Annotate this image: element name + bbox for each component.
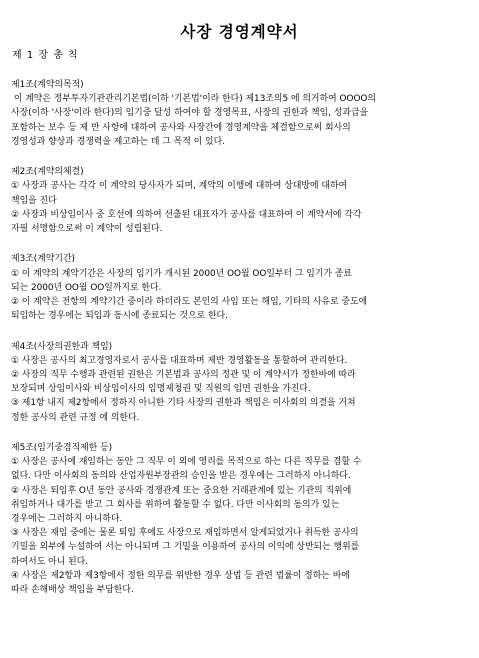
article-line: 경영성과 향상과 경쟁력을 제고하는 데 그 목적 이 있다. [11,136,225,147]
article-5 [11,441,473,597]
article-heading: 제2조(계약의체결) [11,167,84,178]
article-heading: 제5조(임기중겸직제한 등) [11,443,113,454]
article-line: ③ 제1항 내지 제2항에서 정하지 아니한 기타 사장의 권한과 책임은 이사회의 의결을 거쳐 [11,398,356,409]
article-line: 취임하거나 대가를 받고 그 회사를 위하여 활동할 수 없다. 다만 이사회의 동의가 있는 [11,499,340,510]
article-line: ① 사장은 공사의 최고경영자로서 공사를 대표하며 제반 경영활동을 통할하여 관리한다. [11,355,348,366]
article-line: ② 사장은 퇴임후 O년 동안 공사와 경쟁관계 또는 중요한 거래관계에 있는 기관의 직위에 [11,485,352,496]
article-line: ① 사장은 공사에 재임하는 동안 그 직무 이 외에 영리를 목적으로 하는 다른 직무를 겸할 수 [11,457,362,468]
article-heading: 제3조(계약기간) [11,254,76,265]
article-line: 따라 손해배상 책임을 부담한다. [11,585,134,596]
article-line: 자필 서명함으로써 이 계약이 성립된다. [11,224,163,235]
article-line: 되는 2000년 OO월 OO일까지로 한다. [11,282,162,293]
article-2 [11,165,473,236]
article-line: ① 사장과 공사는 각각 이 계약의 당사자가 되며, 계약의 이행에 대하여 상대방에 대하여 [11,181,348,192]
article-line: 없다. 다만 이사회의 동의와 산업자원부장관의 승인을 받은 경우에는 그러하지 아니하다. [11,471,351,482]
document-body [11,78,473,597]
article-line: 하여서도 아니 된다. [11,556,89,567]
article-line: ③ 사장은 재임 중에는 물론 퇴임 후에도 사장으로 재임하면서 알게되었거나 취득한 공사의 [11,528,359,539]
article-line: 포함하는 보수 등 제 반 사항에 대하여 공사와 사장간에 경영계약을 체결함으로써 회사의 [11,122,351,133]
article-4 [11,340,473,425]
article-line: ① 이 계약의 계약기간은 사장의 임기가 개시된 2000년 OO월 OO일부터 그 임기가 종료 [11,268,352,279]
article-3 [11,252,473,323]
article-line: ② 사장의 직무 수행과 관련된 권한은 기본법과 공사의 정관 및 이 계약서가 정한바에 따라 [11,370,356,381]
chapter-heading: 제 1 장 총 칙 [12,50,79,61]
article-line: 기밀을 외부에 누설하여 서는 아니되며 그 기밀을 이용하여 공사의 이익에 상반되는 행위를 [11,542,360,553]
article-1 [11,78,473,149]
article-heading: 제4조(사장의권한과 책임) [11,341,113,352]
article-line: 경우에는 그러하지 아니하다. [11,514,123,525]
article-line: 책임을 진다 [11,195,57,206]
article-line: ④ 사장은 제2항과 제3항에서 정한 의무를 위반한 경우 상법 등 관련 법률이 정하는 바에 [11,570,350,581]
document-title: 사장 경영계약서 [180,23,299,41]
article-line: ② 이 계약은 전항의 계약기간 중이라 하더라도 본인의 사임 또는 해임, 기타의 사유로 중도에 [11,297,368,308]
article-line: ② 사장과 비상임이사 중 호선에 의하여 선출된 대표자가 공사를 대표하여 이 계약서에 각각 [11,209,362,220]
article-line: 퇴임하는 경우에는 퇴임과 동시에 종료되는 것으로 한다. [11,311,228,322]
article-line: 사장(이하 '사장'이라 한다)의 임기중 달성 하여야 할 경영목표, 사장의 권한과 책임, 성과급을 [11,108,369,119]
article-line: 보장되며 상임이사와 비상임이사의 임명제청권 및 직원의 임면 권한을 가진다. [11,384,311,395]
article-line: 이 계약은 정부투자기관관리기본법(이하 '기본법'이라 한다) 제13조의5 에 의거하여 OOOO의 [11,94,376,105]
article-line: 정한 공사의 관련 규정 에 의한다. [11,412,140,423]
article-heading: 제1조(계약의목적) [11,80,84,90]
